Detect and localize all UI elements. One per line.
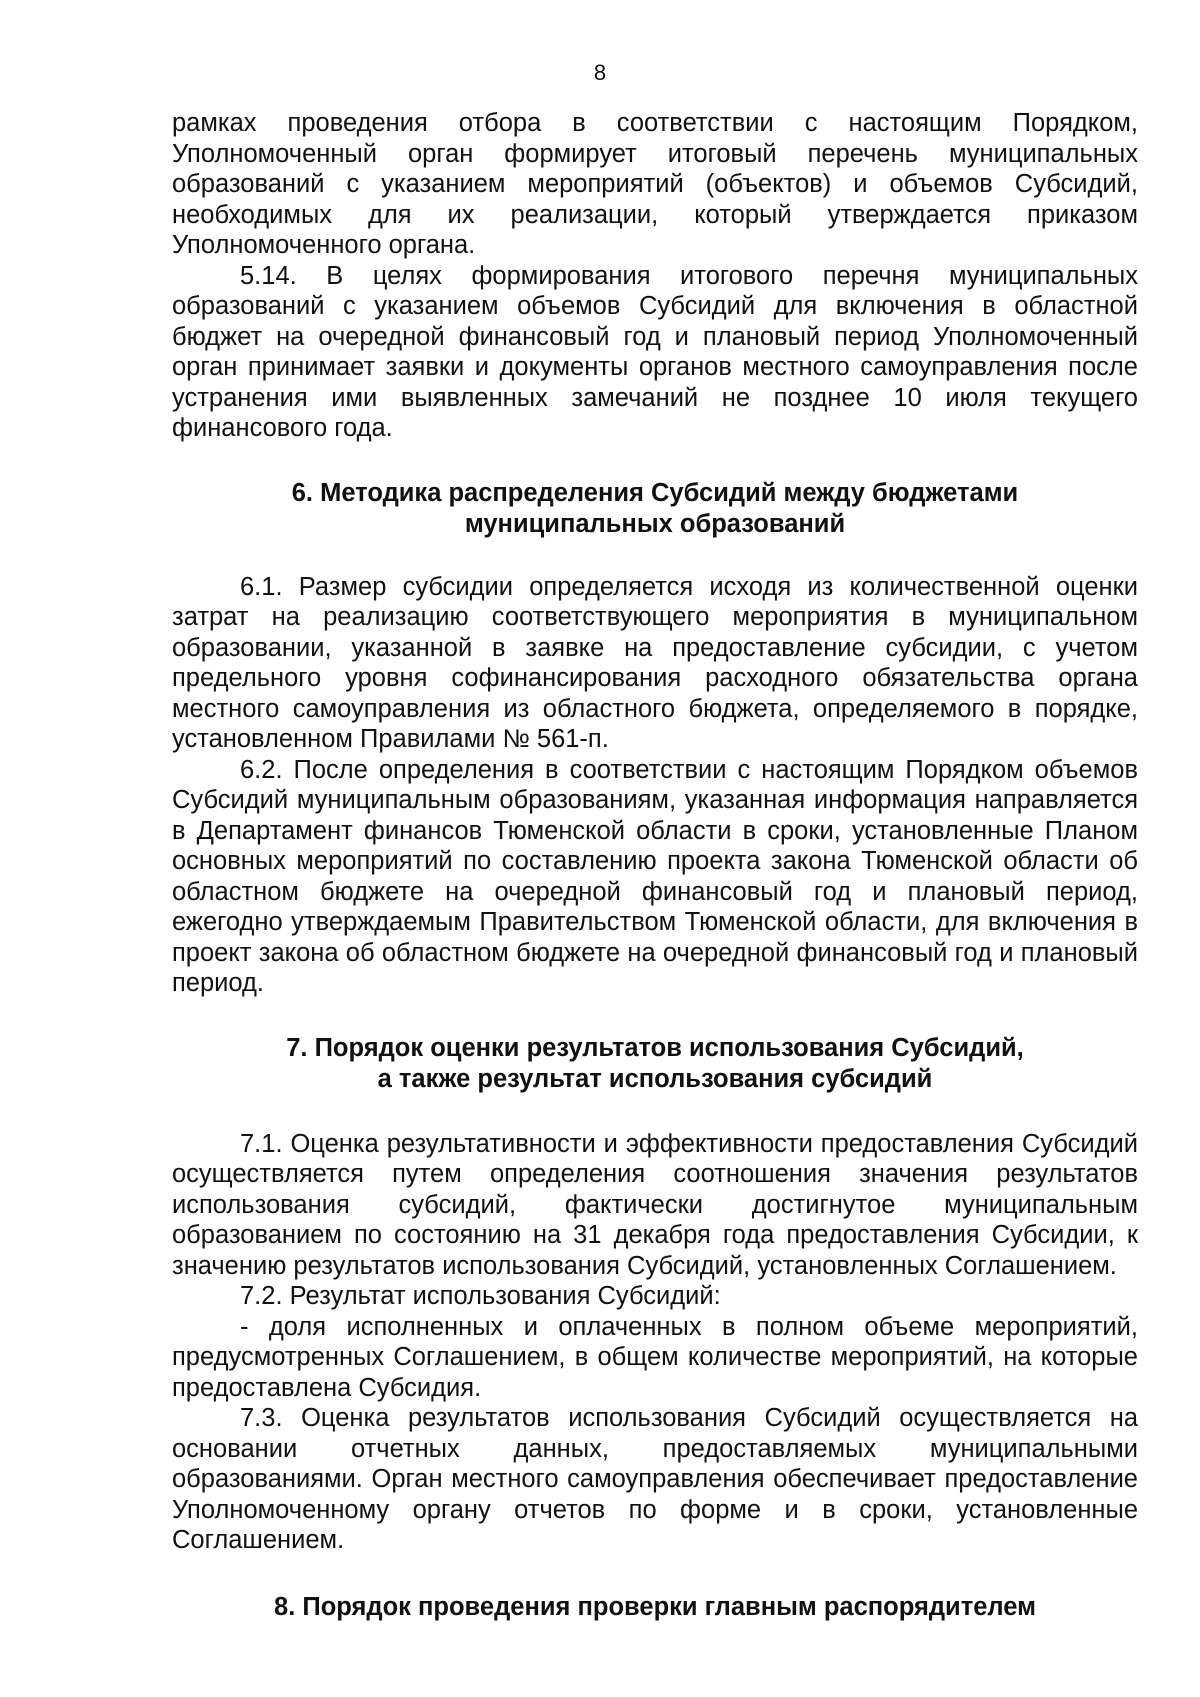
paragraph-7-3: 7.3. Оценка результатов использования Субсидий осуществляется на основании отчетных данных, предоставляемых муниципальными образованиями. Орган местного самоуправления обеспечивает предоставление Уполномоченному органу отчетов по форме и в сроки, установленные Соглашением.	[172, 1404, 1138, 1554]
section-7-heading-line-2: а также результат использования субсидий	[377, 1064, 933, 1093]
document-body	[172, 108, 1138, 1623]
section-8-heading-line-1: 8. Порядок проведения проверки главным распорядителем	[274, 1592, 1036, 1621]
section-6-heading-line-2: муниципальных образований	[464, 509, 846, 538]
section-6-heading	[172, 478, 1138, 540]
section-8-heading	[172, 1592, 1138, 1623]
section-7-heading	[172, 1033, 1138, 1095]
paragraph-7-1: 7.1. Оценка результативности и эффективности предоставления Субсидий осуществляется путем определения соотношения значения результатов использования субсидий, фактически достигнутое муниципальным образованием по состоянию на 31 декабря года предоставления Субсидии, к значению результатов использования Субсидий, установленных Соглашением.	[172, 1129, 1138, 1280]
paragraph-7-2-item: - доля исполненных и оплаченных в полном объеме мероприятий, предусмотренных Соглашением, в общем количестве мероприятий, на которые предоставлена Субсидия.	[172, 1312, 1138, 1402]
paragraph-6-1: 6.1. Размер субсидии определяется исходя из количественной оценки затрат на реализацию соответствующего мероприятия в муниципальном образовании, указанной в заявке на предоставление субсидии, с учетом предельного уровня софинансирования расходного обязательства органа местного самоуправления из областного бюджета, определяемого в порядке, установленном Правилами № 561-п.	[172, 572, 1138, 753]
page-number: 8	[593, 60, 607, 85]
paragraph-6-2: 6.2. После определения в соответствии с настоящим Порядком объемов Субсидий муниципальным образованиям, указанная информация направляется в Департамент финансов Тюменской области в сроки, установленные Планом основных мероприятий по составлению проекта закона Тюменской области об областном бюджете на очередной финансовый год и плановый период, ежегодно утверждаемым Правительством Тюменской области, для включения в проект закона об областном бюджете на очередной финансовый год и плановый период.	[172, 755, 1138, 997]
section-7-heading-line-1: 7. Порядок оценки результатов использования Субсидий,	[286, 1033, 1024, 1062]
paragraph-5-14: 5.14. В целях формирования итогового перечня муниципальных образований с указанием объемов Субсидий для включения в областной бюджет на очередной финансовый год и плановый период Уполномоченный орган принимает заявки и документы органов местного самоуправления после устранения ими выявленных замечаний не позднее 10 июля текущего финансового года.	[172, 261, 1138, 442]
section-6-heading-line-1: 6. Методика распределения Субсидий между бюджетами	[291, 478, 1019, 507]
paragraph-7-2: 7.2. Результат использования Субсидий:	[240, 1282, 721, 1310]
paragraph-continuation: рамках проведения отбора в соответствии с настоящим Порядком, Уполномоченный орган формирует итоговый перечень муниципальных образований с указанием мероприятий (объектов) и объемов Субсидий, необходимых для их реализации, который утверждается приказом Уполномоченного органа.	[172, 109, 1138, 259]
